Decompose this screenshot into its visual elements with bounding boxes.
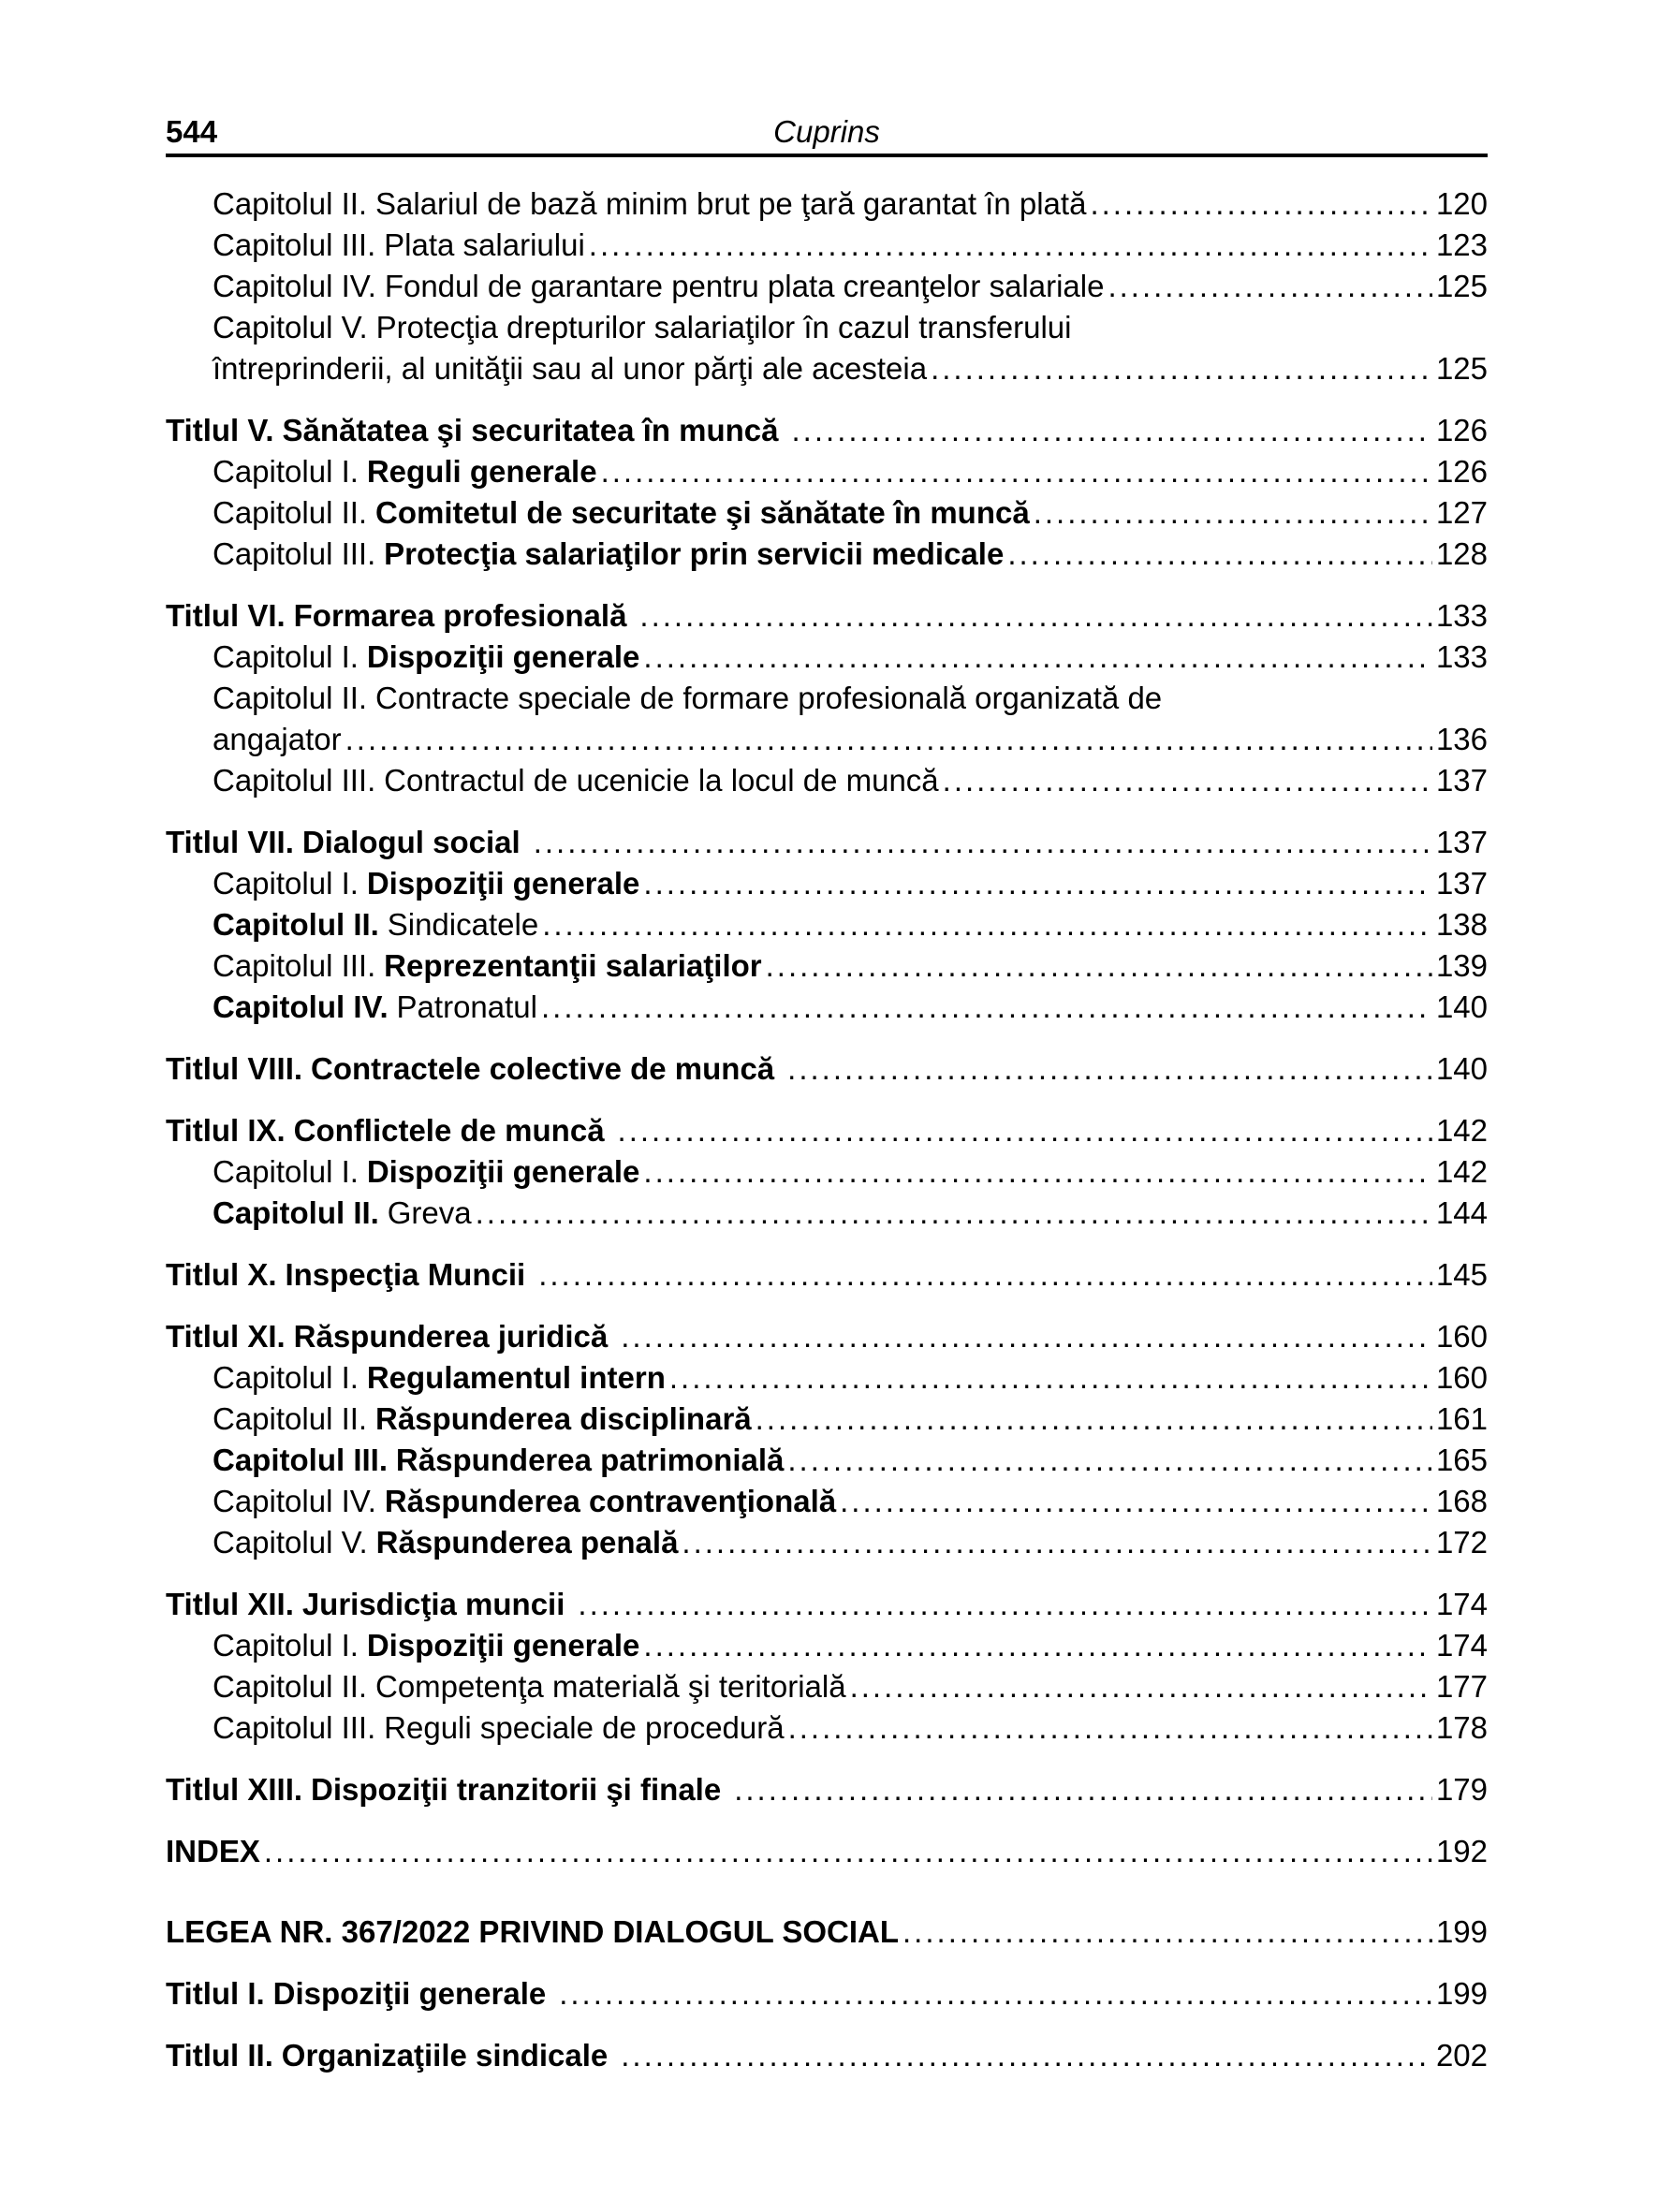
toc-entry-title: Dispoziţii generale <box>272 1976 547 2011</box>
toc-entry-prefix: Capitolul I. <box>213 639 359 674</box>
toc-entry-text <box>213 1399 752 1440</box>
toc-entry-prefix: Capitolul I. <box>213 454 359 489</box>
toc-entry-prefix: Titlul V. <box>166 413 274 447</box>
dot-leader <box>542 904 1432 945</box>
toc-entry <box>166 183 1488 225</box>
toc-entry-title: Regulamentul intern <box>366 1360 666 1395</box>
dot-leader <box>618 1110 1432 1151</box>
toc-entry <box>166 1048 1488 1090</box>
toc-entry-text <box>213 1707 785 1749</box>
toc-entry-prefix: Titlul XII. <box>166 1587 294 1621</box>
toc-entry-prefix: Titlul IX. <box>166 1113 286 1148</box>
toc-entry-prefix: Titlul XIII. <box>166 1772 303 1807</box>
toc-entry-title: Organizaţiile sindicale <box>281 2038 609 2073</box>
toc-entry-prefix: Capitolul II. <box>213 495 368 530</box>
toc-entry-text <box>166 1769 721 1810</box>
toc-entry-page: 125 <box>1435 269 1488 303</box>
toc-entry-title: Formarea profesională <box>293 598 627 633</box>
toc-entry-title: Fondul de garantare pentru plata creanţelor salariale <box>384 269 1105 303</box>
toc-entry <box>166 904 1488 945</box>
toc-entry-text <box>213 183 1086 225</box>
toc-entry-title: Contractul de ucenicie la locul de muncă <box>384 763 939 798</box>
toc-entry-text <box>213 987 537 1028</box>
toc-entry-prefix: Capitolul III. <box>213 763 376 798</box>
toc-entry <box>166 595 1488 637</box>
toc-entry-title: Dispoziţii tranzitorii şi finale <box>310 1772 722 1807</box>
toc-entry-text <box>213 1625 639 1666</box>
dot-leader <box>643 863 1432 904</box>
toc-entry-continuation <box>166 348 1488 389</box>
toc-entry-title: Contracte speciale de formare profesională organizată de <box>375 681 1163 715</box>
toc-entry-page: 174 <box>1435 1628 1488 1663</box>
toc-entry-prefix: Capitolul II. <box>213 907 379 942</box>
toc-entry-title: Protecţia salariaţilor prin servicii medicale <box>384 536 1005 571</box>
dot-leader <box>734 1769 1432 1810</box>
toc-page <box>166 112 1488 2076</box>
dot-leader <box>902 1912 1432 1953</box>
toc-entry-page: 202 <box>1435 2038 1488 2073</box>
toc-entry <box>166 1584 1488 1625</box>
toc-entry <box>166 1625 1488 1666</box>
toc-entry-page: 137 <box>1435 763 1488 798</box>
toc-entry-text <box>213 534 1004 575</box>
toc-entry-prefix: Titlul I. <box>166 1976 265 2011</box>
toc-entry-prefix: Capitolul III. <box>213 1443 388 1477</box>
toc-entry-text <box>213 1481 836 1522</box>
toc-entry <box>166 1316 1488 1357</box>
toc-list <box>166 157 1488 2076</box>
toc-entry-prefix: Capitolul I. <box>213 1628 359 1663</box>
toc-entry-prefix: Capitolul II. <box>213 681 368 715</box>
dot-leader <box>792 410 1432 451</box>
toc-entry-page: 137 <box>1435 825 1488 859</box>
toc-entry-text <box>213 1522 678 1563</box>
toc-entry <box>166 1110 1488 1151</box>
dot-leader <box>601 451 1432 492</box>
toc-entry-text <box>213 1666 846 1707</box>
toc-entry-page: 123 <box>1435 227 1488 262</box>
dot-leader <box>787 1440 1432 1481</box>
toc-entry-text <box>213 719 342 760</box>
toc-entry <box>166 225 1488 266</box>
toc-entry-text <box>213 945 762 987</box>
toc-entry-text <box>166 1584 565 1625</box>
toc-entry-prefix: Capitolul IV. <box>213 989 389 1024</box>
toc-entry-prefix: Capitolul III. <box>213 227 376 262</box>
toc-entry-page: 140 <box>1435 1051 1488 1086</box>
toc-entry-page: 142 <box>1435 1113 1488 1148</box>
toc-entry-text <box>166 1912 899 1953</box>
toc-entry-text <box>213 863 639 904</box>
toc-entry-title: Protecţia drepturilor salariaţilor în cazul transferului <box>375 310 1072 344</box>
toc-entry-page: 140 <box>1435 989 1488 1024</box>
dot-leader <box>643 1151 1432 1193</box>
toc-entry <box>166 822 1488 863</box>
toc-entry-prefix: Capitolul II. <box>213 1401 368 1436</box>
toc-entry-prefix: Capitolul IV. <box>213 1484 376 1518</box>
toc-entry <box>166 307 1488 348</box>
dot-leader <box>931 348 1432 389</box>
toc-entry-page: 168 <box>1435 1484 1488 1518</box>
toc-entry-text <box>166 1254 525 1296</box>
toc-entry-page: 133 <box>1435 639 1488 674</box>
toc-entry-page: 144 <box>1435 1195 1488 1230</box>
toc-entry-prefix: Capitolul II. <box>213 186 368 221</box>
toc-entry-title: Reprezentanţii salariaţilor <box>384 948 762 983</box>
toc-entry <box>166 534 1488 575</box>
toc-entry-page: 137 <box>1435 866 1488 901</box>
toc-entry <box>166 1254 1488 1296</box>
toc-entry <box>166 1481 1488 1522</box>
toc-entry-title: Dialogul social <box>301 825 521 859</box>
toc-entry <box>166 410 1488 451</box>
toc-entry-page: 133 <box>1435 598 1488 633</box>
toc-entry-title: Răspunderea penală <box>375 1525 679 1560</box>
toc-entry-text <box>166 1831 260 1872</box>
toc-entry <box>166 1973 1488 2014</box>
toc-entry <box>166 1193 1488 1234</box>
dot-leader <box>850 1666 1432 1707</box>
toc-entry <box>166 760 1488 801</box>
toc-entry-page: 142 <box>1435 1154 1488 1189</box>
toc-entry-title: Plata salariului <box>384 227 585 262</box>
dot-leader <box>559 1973 1432 2014</box>
toc-entry-title: Comitetul de securitate şi sănătate în muncă <box>375 495 1030 530</box>
toc-entry-prefix: Capitolul II. <box>213 1195 379 1230</box>
toc-entry-title: Sănătatea şi securitatea în muncă <box>282 413 779 447</box>
toc-entry <box>166 637 1488 678</box>
toc-entry-prefix: Capitolul I. <box>213 866 359 901</box>
toc-entry <box>166 945 1488 987</box>
toc-entry-page: 139 <box>1435 948 1488 983</box>
toc-entry-title: Răspunderea disciplinară <box>375 1401 752 1436</box>
page-number: 544 <box>166 114 218 149</box>
toc-entry-text <box>166 595 626 637</box>
dot-leader <box>621 2035 1432 2076</box>
dot-leader <box>578 1584 1432 1625</box>
toc-entry-prefix: Capitolul I. <box>213 1154 359 1189</box>
toc-entry-title: Inspecţia Muncii <box>285 1257 526 1292</box>
toc-entry-text <box>166 2035 608 2076</box>
toc-entry-title: Sindicatele <box>387 907 539 942</box>
toc-entry-text <box>166 1110 605 1151</box>
toc-entry-text <box>213 225 585 266</box>
dot-leader <box>1108 266 1431 307</box>
toc-entry-text <box>213 1357 666 1399</box>
dot-leader <box>643 1625 1432 1666</box>
toc-entry-page: 199 <box>1435 1976 1488 2011</box>
toc-entry-prefix: Titlul II. <box>166 2038 273 2073</box>
toc-entry-page: 128 <box>1435 536 1488 571</box>
toc-entry-text <box>213 1193 472 1234</box>
toc-entry-prefix: Capitolul III. <box>213 1710 376 1745</box>
toc-entry <box>166 1399 1488 1440</box>
dot-leader <box>1034 492 1432 534</box>
toc-entry-title: Jurisdicţia muncii <box>301 1587 565 1621</box>
toc-entry-page: 160 <box>1435 1360 1488 1395</box>
dot-leader <box>589 225 1432 266</box>
toc-entry-title: Reguli speciale de procedură <box>384 1710 785 1745</box>
toc-entry <box>166 2035 1488 2076</box>
toc-entry-page: 161 <box>1435 1401 1488 1436</box>
running-header <box>166 112 1488 157</box>
toc-entry <box>166 1522 1488 1563</box>
toc-entry <box>166 266 1488 307</box>
toc-entry-text <box>166 1973 546 2014</box>
toc-entry-page: 177 <box>1435 1669 1488 1704</box>
toc-entry <box>166 1912 1488 1953</box>
toc-entry-prefix: Titlul VI. <box>166 598 286 633</box>
toc-entry-page: 120 <box>1435 186 1488 221</box>
dot-leader <box>345 719 1432 760</box>
toc-entry-page: 165 <box>1435 1443 1488 1477</box>
toc-entry <box>166 987 1488 1028</box>
toc-entry-title: Dispoziţii generale <box>366 1628 640 1663</box>
toc-entry <box>166 1831 1488 1872</box>
toc-entry-page: 125 <box>1435 351 1488 386</box>
dot-leader <box>682 1522 1432 1563</box>
toc-entry-page: 127 <box>1435 495 1488 530</box>
toc-entry-text <box>213 678 1162 719</box>
toc-entry <box>166 678 1488 719</box>
toc-entry-prefix: Capitolul I. <box>213 1360 359 1395</box>
toc-entry-text <box>166 1048 774 1090</box>
dot-leader <box>943 760 1432 801</box>
toc-entry <box>166 1151 1488 1193</box>
toc-entry-page: 199 <box>1435 1914 1488 1949</box>
toc-entry-page: 174 <box>1435 1587 1488 1621</box>
toc-entry-title-continued: angajator <box>213 722 342 756</box>
toc-entry-title: LEGEA NR. 367/2022 PRIVIND DIALOGUL SOCIAL <box>166 1914 900 1949</box>
toc-entry-text <box>166 822 521 863</box>
toc-entry-page: 145 <box>1435 1257 1488 1292</box>
toc-entry-title-continued: întreprinderii, al unităţii sau al unor părţi ale acesteia <box>213 351 928 386</box>
toc-entry-text <box>213 266 1104 307</box>
toc-entry-page: 126 <box>1435 413 1488 447</box>
toc-entry-text <box>213 348 927 389</box>
toc-entry-title: Dispoziţii generale <box>366 866 640 901</box>
toc-entry-text <box>213 451 597 492</box>
toc-entry-text <box>213 760 939 801</box>
dot-leader <box>1090 183 1432 225</box>
toc-entry-title: Salariul de bază minim brut pe ţară garantat în plată <box>375 186 1087 221</box>
toc-entry-page: 172 <box>1435 1525 1488 1560</box>
dot-leader <box>541 987 1432 1028</box>
dot-leader <box>643 637 1432 678</box>
toc-entry-title: Contractele colective de muncă <box>310 1051 775 1086</box>
toc-entry-title: Dispoziţii generale <box>366 1154 640 1189</box>
toc-entry-continuation <box>166 719 1488 760</box>
toc-entry-page: 179 <box>1435 1772 1488 1807</box>
toc-entry-page: 160 <box>1435 1319 1488 1354</box>
toc-entry <box>166 451 1488 492</box>
toc-entry-title: Răspunderea juridică <box>293 1319 609 1354</box>
toc-entry <box>166 863 1488 904</box>
dot-leader <box>788 1707 1432 1749</box>
dot-leader <box>264 1831 1432 1872</box>
toc-entry-title: Competenţa materială şi teritorială <box>375 1669 846 1704</box>
dot-leader <box>766 945 1432 987</box>
page-header-title: Cuprins <box>773 114 880 149</box>
dot-leader <box>639 595 1432 637</box>
toc-entry-title: Patronatul <box>396 989 537 1024</box>
toc-entry-page: 126 <box>1435 454 1488 489</box>
toc-entry-prefix: Titlul VIII. <box>166 1051 303 1086</box>
toc-entry-prefix: Capitolul V. <box>213 1525 368 1560</box>
toc-entry-prefix: Capitolul II. <box>213 1669 368 1704</box>
toc-entry-prefix: Capitolul III. <box>213 948 376 983</box>
toc-entry <box>166 492 1488 534</box>
dot-leader <box>787 1048 1432 1090</box>
toc-entry-text <box>213 904 538 945</box>
toc-entry-title: Greva <box>387 1195 472 1230</box>
toc-entry-prefix: Titlul XI. <box>166 1319 286 1354</box>
dot-leader <box>669 1357 1432 1399</box>
toc-entry-page: 192 <box>1435 1834 1488 1868</box>
toc-entry-title: Conflictele de muncă <box>293 1113 605 1148</box>
toc-entry-text <box>213 307 1071 348</box>
toc-entry <box>166 1666 1488 1707</box>
toc-entry-title: Răspunderea patrimonială <box>395 1443 785 1477</box>
toc-entry-text <box>213 1440 784 1481</box>
toc-entry-text <box>213 637 639 678</box>
toc-entry-page: 178 <box>1435 1710 1488 1745</box>
toc-entry-title: Dispoziţii generale <box>366 639 640 674</box>
toc-entry-text <box>213 492 1030 534</box>
toc-entry-prefix: Capitolul III. <box>213 536 376 571</box>
toc-entry <box>166 1769 1488 1810</box>
dot-leader <box>621 1316 1432 1357</box>
dot-leader <box>534 822 1432 863</box>
toc-entry-title: Răspunderea contravenţională <box>384 1484 837 1518</box>
toc-entry-prefix: Capitolul IV. <box>213 269 376 303</box>
dot-leader <box>840 1481 1432 1522</box>
dot-leader <box>476 1193 1432 1234</box>
toc-entry-text <box>213 1151 639 1193</box>
toc-entry-page: 136 <box>1435 722 1488 756</box>
toc-entry-text <box>166 1316 608 1357</box>
toc-entry-prefix: Titlul VII. <box>166 825 294 859</box>
toc-entry-text <box>166 410 779 451</box>
toc-entry-title: INDEX <box>166 1834 260 1868</box>
toc-entry-title: Reguli generale <box>366 454 597 489</box>
toc-entry <box>166 1440 1488 1481</box>
toc-entry <box>166 1707 1488 1749</box>
dot-leader <box>756 1399 1432 1440</box>
toc-entry <box>166 1357 1488 1399</box>
toc-entry-prefix: Capitolul V. <box>213 310 368 344</box>
dot-leader <box>538 1254 1432 1296</box>
toc-entry-page: 138 <box>1435 907 1488 942</box>
toc-entry-prefix: Titlul X. <box>166 1257 277 1292</box>
dot-leader <box>1007 534 1432 575</box>
